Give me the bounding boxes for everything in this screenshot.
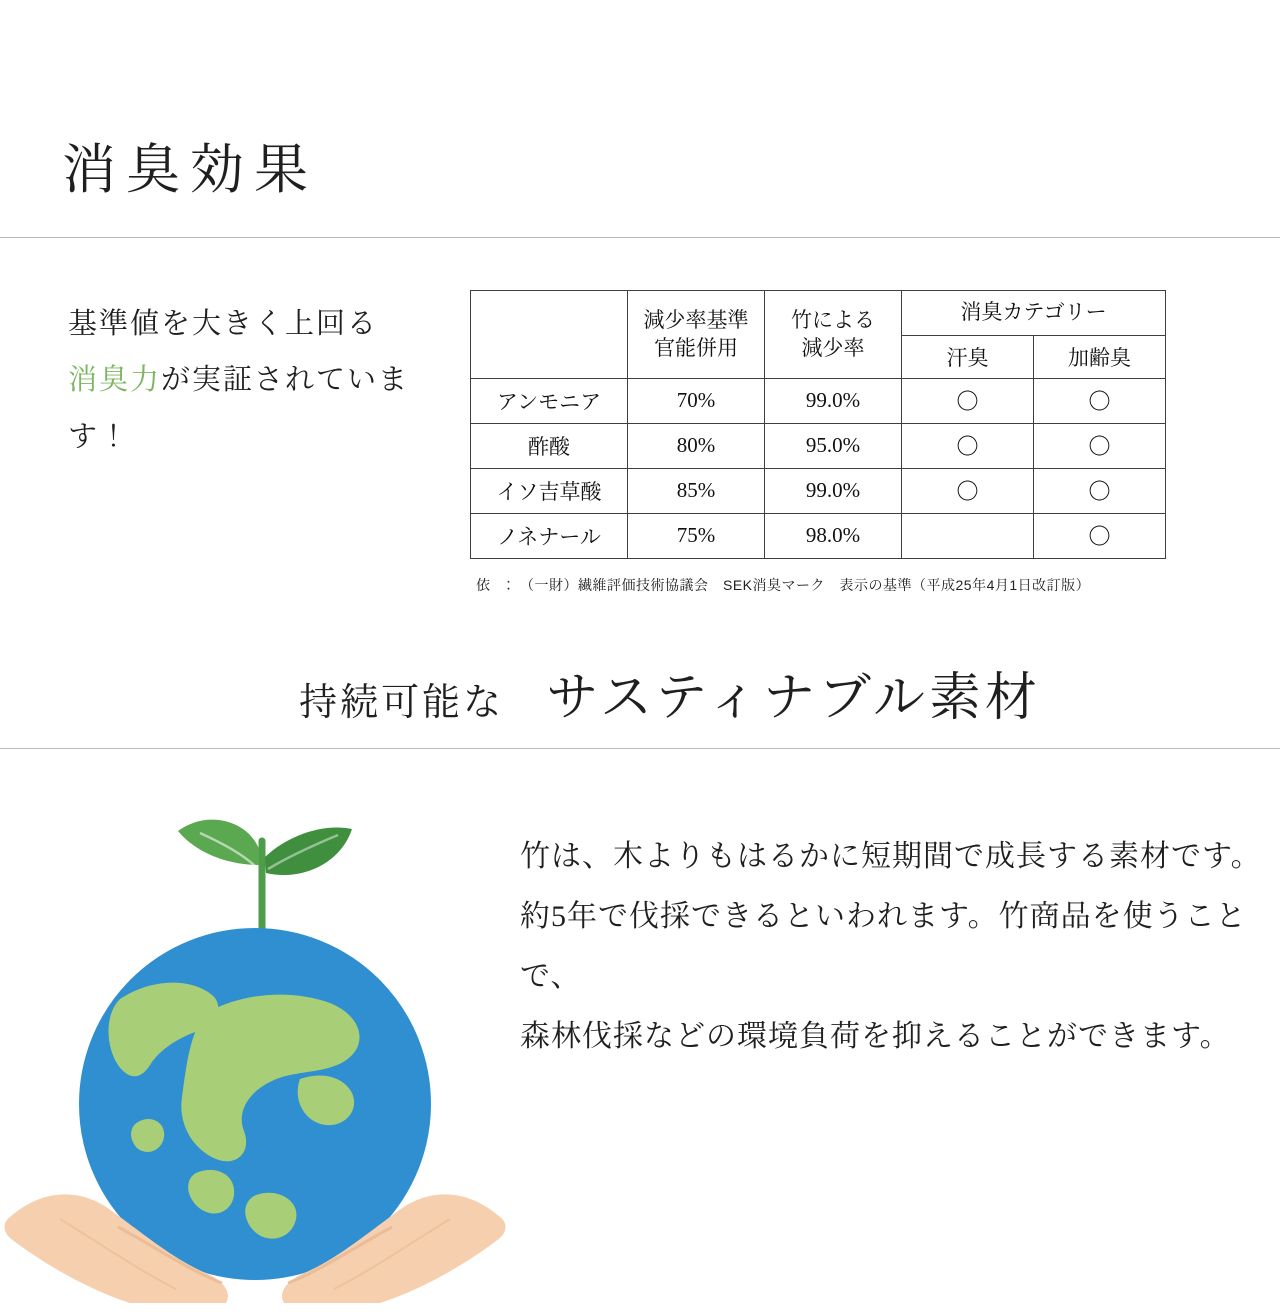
table-cell-standard: 70% <box>628 378 765 423</box>
table-header-sweat: 汗臭 <box>902 335 1034 378</box>
table-header-bamboo-line2: 減少率 <box>801 336 865 361</box>
table-header-standard-line2: 官能併用 <box>654 336 738 361</box>
table-cell-name: 酢酸 <box>471 423 628 468</box>
table-cell-standard: 75% <box>628 513 765 558</box>
table-cell-bamboo: 98.0% <box>765 513 902 558</box>
table-cell-sweat <box>902 513 1034 558</box>
odor-lead-accent: 消臭力 <box>68 364 162 397</box>
sustainable-heading <box>0 655 1280 748</box>
table-cell-aging: 〇 <box>1034 468 1166 513</box>
table-header-aging: 加齢臭 <box>1034 335 1166 378</box>
table-row <box>471 423 1166 468</box>
sustainable-heading-big: サスティナブル素材 <box>546 669 1041 727</box>
table-cell-name: ノネナール <box>471 513 628 558</box>
odor-table <box>470 290 1166 559</box>
table-row <box>471 513 1166 558</box>
table-cell-name: イソ吉草酸 <box>471 468 628 513</box>
table-cell-standard: 80% <box>628 423 765 468</box>
odor-table-wrap <box>470 238 1166 595</box>
table-cell-standard: 85% <box>628 468 765 513</box>
sustainable-section <box>0 655 1280 1309</box>
table-cell-bamboo: 95.0% <box>765 423 902 468</box>
table-cell-aging: 〇 <box>1034 513 1166 558</box>
table-row <box>471 378 1166 423</box>
table-cell-sweat: 〇 <box>902 378 1034 423</box>
table-cell-bamboo: 99.0% <box>765 468 902 513</box>
table-row <box>471 468 1166 513</box>
odor-lead-text <box>0 238 470 466</box>
sustainable-heading-small: 持続可能な <box>299 681 505 724</box>
odor-lead-line2 <box>68 352 470 465</box>
odor-effect-section <box>0 36 1280 595</box>
page-title: 消臭効果 <box>62 140 318 201</box>
table-header-standard <box>628 290 765 378</box>
sustainable-body <box>0 749 1280 1309</box>
earth-in-hands-svg <box>0 749 520 1309</box>
sustainable-paragraphs <box>520 749 1280 1067</box>
table-source-note: 依 ： （一財）繊維評価技術協議会 SEK消臭マーク 表示の基準（平成25年4月1日改訂版） <box>476 576 1091 593</box>
odor-lead-line1: 基準値を大きく上回る <box>68 307 379 340</box>
earth-in-hands-illustration <box>0 749 520 1309</box>
table-header-standard-line1: 減少率基準 <box>643 307 749 332</box>
table-cell-aging: 〇 <box>1034 378 1166 423</box>
table-cell-sweat: 〇 <box>902 423 1034 468</box>
table-header-category: 消臭カテゴリー <box>902 290 1166 335</box>
table-cell-name: アンモニア <box>471 378 628 423</box>
sustainable-paragraph-2: 約5年で伐採できるといわれます。竹商品を使うことで、 <box>520 899 1247 993</box>
table-cell-bamboo: 99.0% <box>765 378 902 423</box>
sprout-icon <box>178 819 352 938</box>
table-cell-aging: 〇 <box>1034 423 1166 468</box>
sustainable-paragraph-1: 竹は、木よりもはるかに短期間で成長する素材です。 <box>520 839 1262 873</box>
odor-lead-rest: が実証されています！ <box>68 364 410 453</box>
sustainable-paragraph-3: 森林伐採などの環境負荷を抑えることができます。 <box>520 1019 1231 1053</box>
table-header-bamboo-line1: 竹による <box>791 307 875 332</box>
table-header-blank <box>471 290 628 378</box>
table-header-bamboo <box>765 290 902 378</box>
odor-body <box>0 238 1280 595</box>
table-header-row-1 <box>471 290 1166 335</box>
table-cell-sweat: 〇 <box>902 468 1034 513</box>
